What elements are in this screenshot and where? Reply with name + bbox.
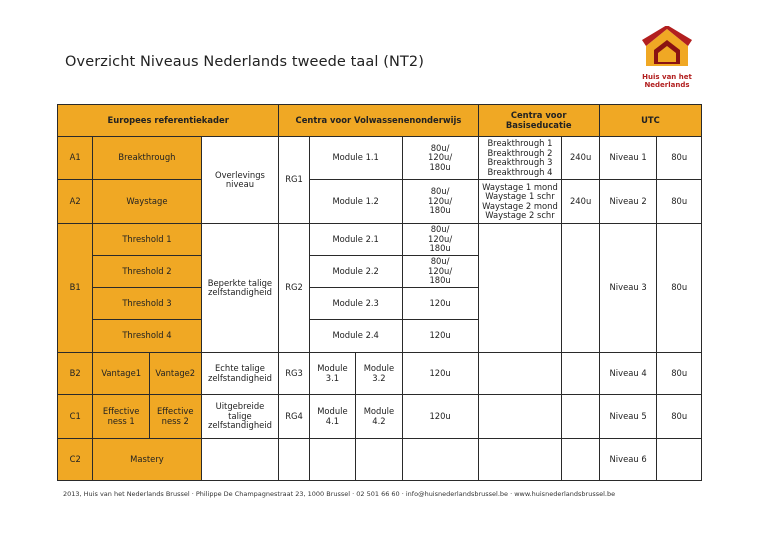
module-1-2: Module 1.2 <box>309 180 402 224</box>
rg-1: RG1 <box>279 137 309 224</box>
logo-caption <box>632 73 702 89</box>
cbe-hours-empty-c2 <box>562 439 599 481</box>
utc-niveau-5: Niveau 5 <box>599 395 657 439</box>
hours-2-3: 120u <box>402 288 478 320</box>
erk-vantage-2: Vantage2 <box>149 353 201 395</box>
level-b2: B2 <box>58 353 93 395</box>
desc-echte-talige-zelfstandigheid: Echte talige zelfstandigheid <box>201 353 279 395</box>
page-title: Overzicht Niveaus Nederlands tweede taal (NT2) <box>65 54 424 70</box>
table-row-a2 <box>58 180 702 224</box>
module-1-1: Module 1.1 <box>309 137 402 180</box>
table-row-c1 <box>58 395 702 439</box>
utc-hours-5: 80u <box>657 395 702 439</box>
table-row-a1 <box>58 137 702 180</box>
module-4-1: Module 4.1 <box>309 395 356 439</box>
rg-empty-c2 <box>279 439 309 481</box>
footer-contact: 2013, Huis van het Nederlands Brussel · Philippe De Champagnestraat 23, 1000 Brussel · 02 501 66 60 · info@huisnederlandsbrussel.be · www.huisnederlandsbrussel.be <box>63 490 616 498</box>
module-2-1: Module 2.1 <box>309 224 402 256</box>
nt2-levels-table <box>57 104 702 481</box>
utc-niveau-6: Niveau 6 <box>599 439 657 481</box>
huis-van-het-nederlands-logo <box>632 26 702 96</box>
utc-hours-2: 80u <box>657 180 702 224</box>
level-b1: B1 <box>58 224 93 353</box>
level-a2: A2 <box>58 180 93 224</box>
hours-4: 120u <box>402 395 478 439</box>
cbe-empty-b1 <box>478 224 562 353</box>
cbe-breakthrough: Breakthrough 1 Breakthrough 2 Breakthrough 3 Breakthrough 4 <box>478 137 562 180</box>
utc-niveau-1: Niveau 1 <box>599 137 657 180</box>
utc-niveau-3: Niveau 3 <box>599 224 657 353</box>
module-3-1: Module 3.1 <box>309 353 356 395</box>
module-3-2: Module 3.2 <box>356 353 403 395</box>
desc-uitgebreide-talige-zelfstandigheid: Uitgebreide talige zelfstandigheid <box>201 395 279 439</box>
cbe-hours-a2: 240u <box>562 180 599 224</box>
module-2-3: Module 2.3 <box>309 288 402 320</box>
logo-house-icon <box>632 26 702 74</box>
erk-threshold-4: Threshold 4 <box>93 320 201 353</box>
cbe-hours-a1: 240u <box>562 137 599 180</box>
desc-empty-c2 <box>201 439 279 481</box>
utc-niveau-2: Niveau 2 <box>599 180 657 224</box>
hours-empty-c2 <box>402 439 478 481</box>
utc-hours-3: 80u <box>657 224 702 353</box>
hours-1-1: 80u/ 120u/ 180u <box>402 137 478 180</box>
erk-threshold-3: Threshold 3 <box>93 288 201 320</box>
cbe-empty-c2 <box>478 439 562 481</box>
desc-beperkte-talige-zelfstandigheid: Beperkte talige zelfstandigheid <box>201 224 279 353</box>
header-centra-volwassenenonderwijs: Centra voor Volwassenenonderwijs <box>279 105 478 137</box>
hours-3: 120u <box>402 353 478 395</box>
erk-mastery: Mastery <box>93 439 201 481</box>
header-europees-referentiekader: Europees referentiekader <box>58 105 279 137</box>
table-row-c2 <box>58 439 702 481</box>
rg-2: RG2 <box>279 224 309 353</box>
level-a1: A1 <box>58 137 93 180</box>
module-4-2: Module 4.2 <box>356 395 403 439</box>
cbe-hours-empty-b1 <box>562 224 599 353</box>
erk-effectiveness-1: Effective ness 1 <box>93 395 150 439</box>
cbe-empty-b2 <box>478 353 562 395</box>
level-c1: C1 <box>58 395 93 439</box>
erk-a1: Breakthrough <box>93 137 201 180</box>
utc-hours-1: 80u <box>657 137 702 180</box>
utc-hours-empty-6 <box>657 439 702 481</box>
cbe-hours-empty-c1 <box>562 395 599 439</box>
logo-caption-line-1: Huis van het <box>642 73 692 81</box>
erk-effectiveness-2: Effective ness 2 <box>149 395 201 439</box>
module-2-2: Module 2.2 <box>309 256 402 288</box>
hours-1-2: 80u/ 120u/ 180u <box>402 180 478 224</box>
module-2-4: Module 2.4 <box>309 320 402 353</box>
cbe-waystage: Waystage 1 mond Waystage 1 schr Waystage 2 mond Waystage 2 schr <box>478 180 562 224</box>
hours-2-1: 80u/ 120u/ 180u <box>402 224 478 256</box>
erk-vantage-1: Vantage1 <box>93 353 150 395</box>
desc-overlevingsniveau: Overlevings niveau <box>201 137 279 224</box>
logo-caption-line-2: Nederlands <box>644 81 690 89</box>
module-empty-c2-a <box>309 439 356 481</box>
cbe-empty-c1 <box>478 395 562 439</box>
table-row-b2 <box>58 353 702 395</box>
module-empty-c2-b <box>356 439 403 481</box>
table-header-row <box>58 105 702 137</box>
rg-4: RG4 <box>279 395 309 439</box>
table-row-b1-threshold-1 <box>58 224 702 256</box>
utc-niveau-4: Niveau 4 <box>599 353 657 395</box>
hours-2-4: 120u <box>402 320 478 353</box>
erk-threshold-1: Threshold 1 <box>93 224 201 256</box>
header-centra-basiseducatie: Centra voor Basiseducatie <box>478 105 599 137</box>
hours-2-2: 80u/ 120u/ 180u <box>402 256 478 288</box>
erk-threshold-2: Threshold 2 <box>93 256 201 288</box>
cbe-hours-empty-b2 <box>562 353 599 395</box>
level-c2: C2 <box>58 439 93 481</box>
utc-hours-4: 80u <box>657 353 702 395</box>
rg-3: RG3 <box>279 353 309 395</box>
header-utc: UTC <box>599 105 701 137</box>
erk-a2: Waystage <box>93 180 201 224</box>
